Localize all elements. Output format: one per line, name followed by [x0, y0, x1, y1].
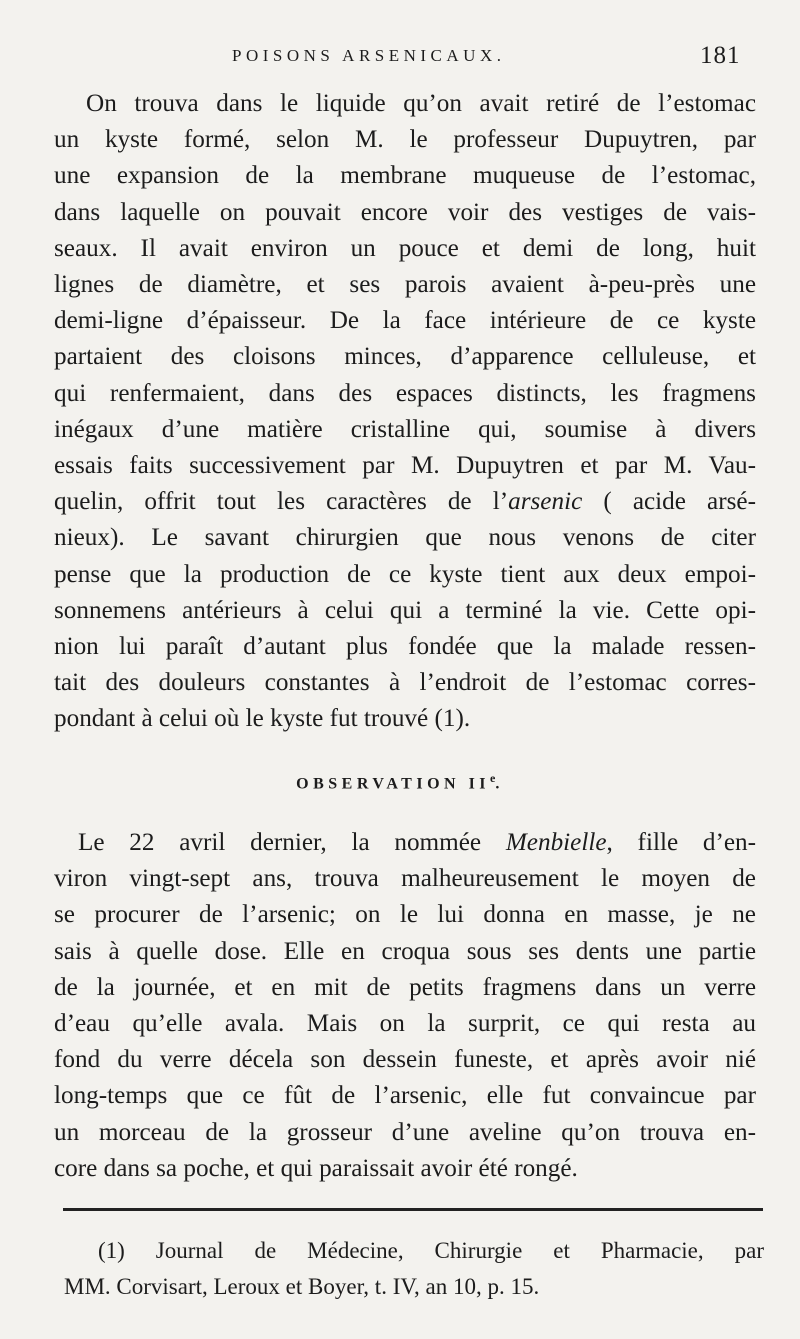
text-line: un kyste formé, selon M. le professeur Dupuytren, par: [54, 126, 756, 154]
footnote: [64, 1233, 764, 1305]
text-line: d’eau qu’elle avala. Mais on la surprit, ce qui resta au: [54, 1010, 756, 1038]
text-line: demi-ligne d’épaisseur. De la face intérieure de ce kyste: [54, 307, 756, 335]
text-line: lignes de diamètre, et ses parois avaient à-peu-près une: [54, 271, 756, 299]
section-heading-sup: e: [490, 771, 496, 785]
text-line: une expansion de la membrane muqueuse de l’estomac,: [54, 162, 756, 190]
running-title: POISONS ARSENICAUX.: [232, 46, 506, 65]
text-line: sais à quelle dose. Elle en croqua sous ses dents une partie: [54, 937, 756, 965]
text-line: inégaux d’une matière cristalline qui, soumise à divers: [54, 415, 756, 443]
text-segment: Le 22 avril dernier, la nommée: [78, 829, 506, 856]
footnote-divider: [63, 1208, 763, 1211]
running-head: [0, 42, 800, 76]
section-heading-text: OBSERVATION II: [296, 775, 491, 793]
section-heading-end: .: [495, 775, 504, 793]
text-line: essais faits successivement par M. Dupuytren et par M. Vau-: [54, 452, 756, 480]
text-line: pondant à celui où le kyste fut trouvé (1).: [54, 705, 471, 733]
text-line: viron vingt-sept ans, trouva malheureusement le moyen de: [54, 865, 756, 893]
text-line-mixed: [54, 484, 756, 520]
section-heading: [0, 771, 800, 793]
text-segment: quelin, offrit tout les caractères de l’: [54, 488, 509, 516]
footnote-line: (1) Journal de Médecine, Chirurgie et Pharmacie, par: [98, 1238, 764, 1263]
text-line: long-temps que ce fût de l’arsenic, elle fut convaincue par: [54, 1082, 756, 1110]
paragraph-2: [54, 825, 756, 1187]
footnote-line: MM. Corvisart, Leroux et Boyer, t. IV, an 10, p. 15.: [64, 1274, 540, 1299]
text-line: nion lui paraît d’autant plus fondée que la malade ressen-: [54, 633, 756, 661]
text-line: sonnemens antérieurs à celui qui a terminé la vie. Cette opi-: [54, 596, 756, 624]
text-line: tait des douleurs constantes à l’endroit de l’estomac corres-: [54, 669, 756, 697]
text-line: On trouva dans le liquide qu’on avait retiré de l’estomac: [86, 90, 756, 117]
text-line: fond du verre décela son dessein funeste, et après avoir nié: [54, 1046, 756, 1074]
italic-name: Menbielle: [505, 829, 607, 856]
text-segment: ( acide arsé-: [582, 488, 756, 516]
text-line: de la journée, et en mit de petits fragmens dans un verre: [54, 973, 756, 1001]
page-number: 181: [700, 42, 741, 69]
text-line: dans laquelle on pouvait encore voir des vestiges de vais-: [54, 198, 756, 226]
text-line: partaient des cloisons minces, d’apparence celluleuse, et: [54, 343, 756, 371]
italic-word: arsenic: [508, 488, 583, 516]
text-line: nieux). Le savant chirurgien que nous venons de citer: [54, 524, 756, 552]
text-line-mixed: [54, 825, 756, 861]
text-line: un morceau de la grosseur d’une aveline qu’on trouva en-: [54, 1118, 756, 1146]
text-line: pense que la production de ce kyste tient aux deux empoi-: [54, 560, 756, 588]
text-line: se procurer de l’arsenic; on le lui donna en masse, je ne: [54, 901, 756, 929]
text-segment: , fille d’en-: [606, 829, 756, 856]
text-line: qui renfermaient, dans des espaces distincts, les fragmens: [54, 379, 756, 407]
paragraph-1: [54, 86, 756, 738]
text-line: core dans sa poche, et qui paraissait avoir été rongé.: [54, 1154, 578, 1182]
text-line: seaux. Il avait environ un pouce et demi de long, huit: [54, 234, 756, 262]
